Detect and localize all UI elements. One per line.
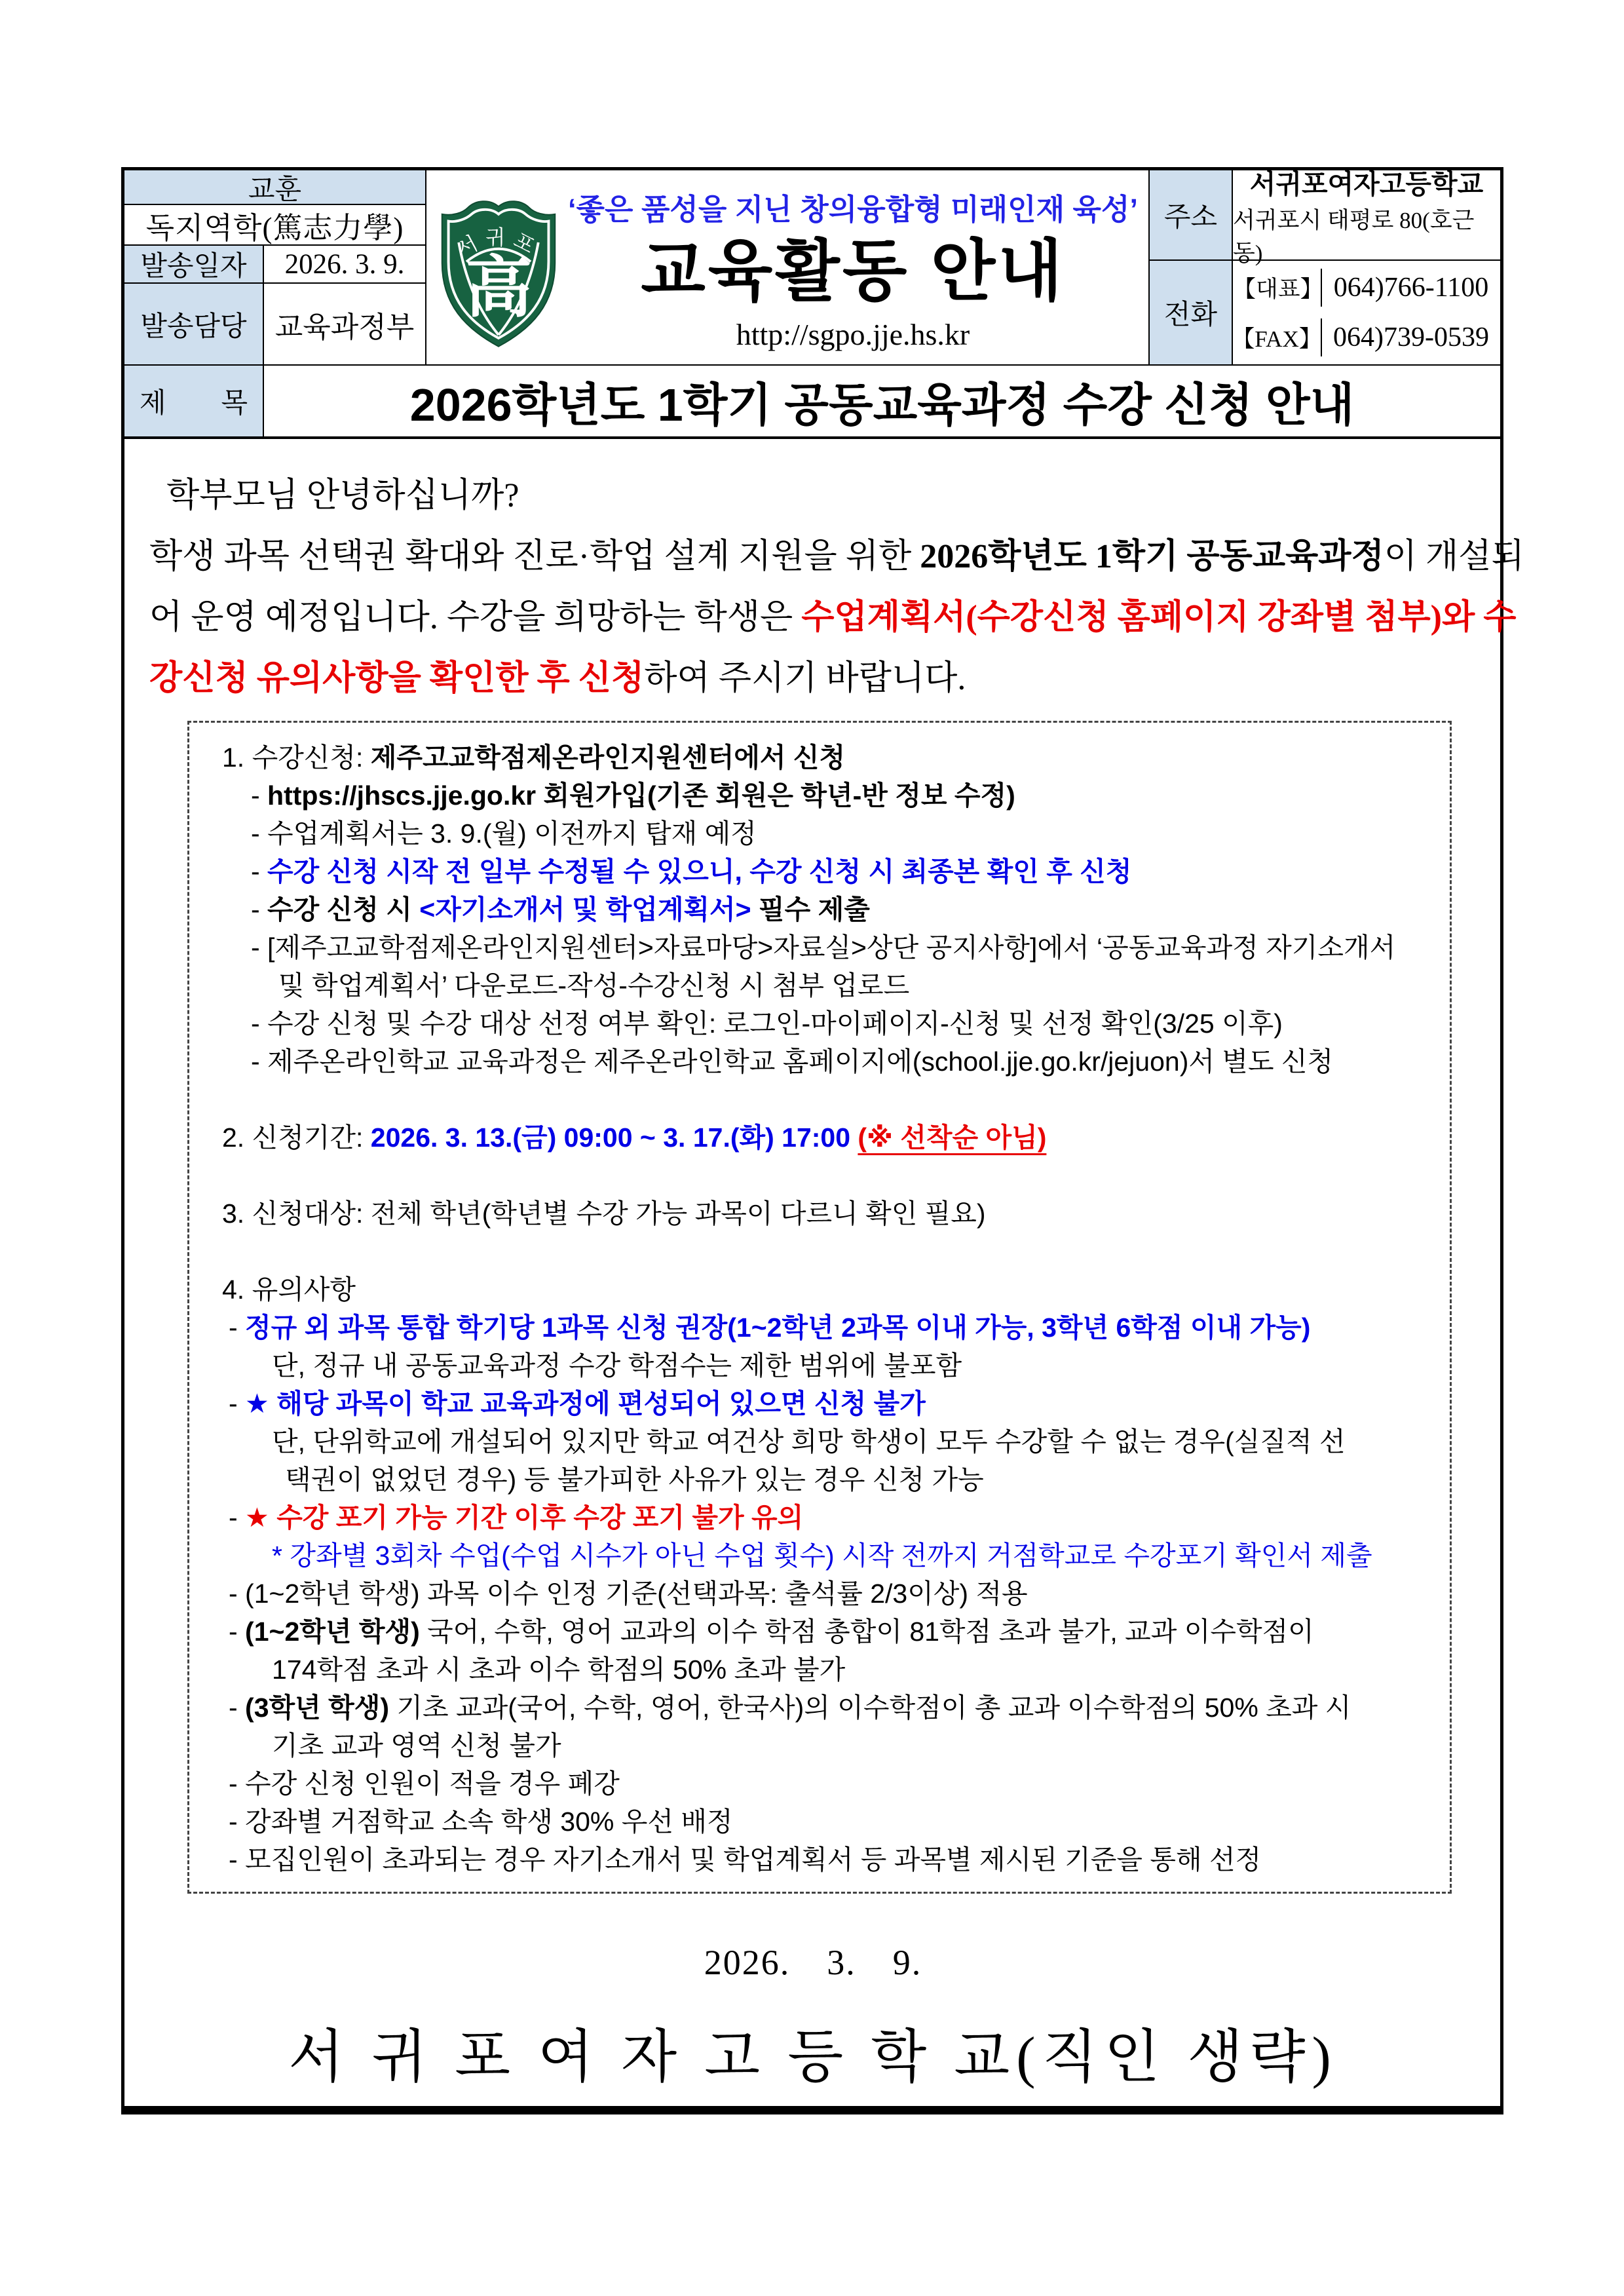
text-line bbox=[189, 1651, 1443, 1689]
text-segment: (1~2학년 학생) bbox=[245, 1617, 420, 1647]
text-line bbox=[189, 1423, 1443, 1461]
header-center-texts bbox=[563, 174, 1143, 360]
text-segment: - [제주고교학점제온라인지원센터>자료마당>자료실>상단 공지사항]에서 ‘공동교육과정 자기소개서 bbox=[251, 932, 1396, 963]
text-line bbox=[149, 587, 1517, 648]
subject-label: 제 목 bbox=[124, 366, 264, 436]
text-segment: 2026학년도 1학기 공동교육과정 bbox=[920, 538, 1384, 575]
school-address: 서귀포시 태평로 80(호근동) bbox=[1233, 207, 1475, 266]
text-segment: - bbox=[251, 894, 268, 925]
school-website: http://sgpo.jje.hs.kr bbox=[736, 318, 970, 352]
text-segment: - bbox=[229, 1312, 246, 1343]
text-segment: - bbox=[229, 1502, 246, 1533]
text-segment: 학생 과목 선택권 확대와 진로·학업 설계 지원을 위한 bbox=[149, 538, 920, 575]
text-segment: - 수강 신청 인원이 적을 경우 폐강 bbox=[229, 1769, 620, 1799]
text-segment: - (1~2학년 학생) 과목 이수 인정 기준(선택과목: 출석률 2/3이상) 적용 bbox=[229, 1578, 1028, 1609]
logo-glyph: 高 bbox=[465, 251, 532, 326]
text-line bbox=[189, 1841, 1443, 1879]
text-line bbox=[149, 526, 1524, 587]
text-segment: 2026. 3. 13.(금) 09:00 ~ 3. 17.(화) 17:00 bbox=[370, 1122, 858, 1153]
text-line bbox=[189, 890, 1443, 928]
school-shield-icon bbox=[434, 195, 563, 351]
text-segment: 정규 외 과목 통합 학기당 1과목 신청 권장(1~2학년 2과목 이내 가능, 3학년 6학점 이내 가능) bbox=[245, 1312, 1311, 1343]
text-segment: 단, 정규 내 공동교육과정 수강 학점수는 제한 범위에 불포함 bbox=[272, 1350, 962, 1381]
school-signature: 서 귀 포 여 자 고 등 학 교(직인 생략) bbox=[288, 2026, 1338, 2090]
school-logo bbox=[434, 195, 563, 351]
text-segment: 및 학업계획서’ 다운로드-작성-수강신청 시 첨부 업로드 bbox=[278, 970, 910, 1001]
logo-arc-text: 서귀포 bbox=[453, 225, 544, 261]
phone-number-main: 064)766-1100 bbox=[1333, 273, 1489, 303]
text-segment: 택권이 없었던 경우) 등 불가피한 사유가 있는 경우 신청 가능 bbox=[285, 1464, 984, 1495]
text-segment: 학부모님 안녕하십니까? bbox=[166, 477, 519, 514]
text-segment: 이 개설되 bbox=[1384, 538, 1524, 575]
intro-paragraph bbox=[149, 465, 1524, 709]
text-segment: (3학년 학생) bbox=[245, 1693, 389, 1723]
text-segment: - 수업계획서는 3. 9.(월) 이전까지 탑재 예정 bbox=[251, 818, 757, 849]
text-line bbox=[189, 1613, 1443, 1651]
address-value bbox=[1233, 168, 1500, 266]
text-segment: 174학점 초과 시 초과 이수 학점의 50% 초과 불가 bbox=[272, 1655, 846, 1685]
text-line bbox=[189, 1385, 1443, 1423]
text-line bbox=[189, 1119, 1443, 1157]
text-line bbox=[189, 1309, 1443, 1347]
text-segment: - bbox=[229, 1693, 246, 1723]
text-segment: - 제주온라인학교 교육과정은 제주온라인학교 홈페이지에(school.jje.go.kr/jejuon)서 별도 신청 bbox=[251, 1046, 1334, 1077]
phone-type-main: 【대표】 bbox=[1233, 269, 1322, 307]
text-line bbox=[149, 648, 1477, 709]
send-dept-value: 교육과정부 bbox=[274, 311, 415, 343]
text-segment: 3. 신청대상: 전체 학년(학년별 수강 가능 과목이 다르니 확인 필요) bbox=[222, 1198, 986, 1229]
address-label: 주소 bbox=[1150, 170, 1233, 259]
text-line bbox=[189, 776, 1443, 814]
text-segment: 국어, 수학, 영어 교과의 이수 학점 총합이 81학점 초과 불가, 교과 이수학점이 bbox=[419, 1617, 1314, 1647]
text-line bbox=[189, 1575, 1443, 1613]
document-body bbox=[124, 465, 1524, 2094]
phone-grid bbox=[1233, 261, 1500, 364]
address-row bbox=[1150, 168, 1500, 266]
text-segment: 기초 교과(국어, 수학, 영어, 한국사)의 이수학점이 총 교과 이수학점의 50% 초과 시 bbox=[388, 1693, 1351, 1723]
text-line bbox=[189, 852, 1443, 890]
text-segment: 강신청 유의사항을 확인한 후 신청 bbox=[149, 660, 645, 697]
text-segment: ★ 수강 포기 가능 기간 이후 수강 포기 불가 유의 bbox=[245, 1502, 804, 1533]
document-frame bbox=[121, 167, 1524, 2114]
text-line bbox=[189, 1043, 1443, 1081]
header-right-block bbox=[1150, 170, 1500, 364]
school-slogan: ‘좋은 품성을 지닌 창의융합형 미래인재 육성’ bbox=[568, 192, 1138, 226]
motto-value: 독지역학(篤志力學) bbox=[124, 205, 425, 246]
text-segment: 하여 주시기 바랍니다. bbox=[644, 660, 966, 697]
document-type-title: 교육활동 안내 bbox=[641, 233, 1065, 309]
send-date-value: 2026. 3. 9. bbox=[264, 246, 425, 284]
text-segment: - 강좌별 거점학교 소속 학생 30% 우선 배정 bbox=[229, 1807, 733, 1837]
text-line bbox=[189, 1004, 1443, 1043]
page-title: 2026학년도 1학기 공동교육과정 수강 신청 안내 bbox=[409, 379, 1355, 430]
text-segment: * 강좌별 3회차 수업(수업 시수가 아닌 수업 횟수) 시작 전까지 거점학교로 수강포기 확인서 제출 bbox=[272, 1540, 1372, 1571]
header-center-block bbox=[426, 170, 1150, 364]
text-segment: - 모집인원이 초과되는 경우 자기소개서 및 학업계획서 등 과목별 제시된 기준을 통해 선정 bbox=[229, 1845, 1262, 1875]
text-segment: 수강 신청 시작 전 일부 수정될 수 있으니, 수강 신청 시 최종본 확인 후 신청 bbox=[267, 856, 1132, 887]
text-line bbox=[189, 1347, 1443, 1385]
header-left-block bbox=[124, 170, 426, 364]
motto-label: 교훈 bbox=[124, 170, 425, 205]
text-line bbox=[189, 1271, 1443, 1309]
phone-type-fax: 【FAX】 bbox=[1233, 318, 1322, 356]
text-line bbox=[149, 465, 1477, 526]
text-segment: 어 운영 예정입니다. 수강을 희망하는 학생은 bbox=[149, 599, 802, 636]
text-segment: <자기소개서 및 학업계획서> bbox=[419, 894, 751, 925]
text-line bbox=[189, 1461, 1443, 1499]
header-table bbox=[124, 170, 1500, 366]
text-line bbox=[189, 1727, 1443, 1765]
text-segment: - 수강 신청 및 수강 대상 선정 여부 확인: 로그인-마이페이지-신청 및 선정 확인(3/25 이후) bbox=[251, 1008, 1283, 1039]
phone-row bbox=[1150, 261, 1500, 364]
text-segment: - bbox=[229, 1617, 246, 1647]
school-name: 서귀포여자고등학교 bbox=[1249, 168, 1484, 199]
text-segment: 수강 신청 시 bbox=[267, 894, 420, 925]
text-line bbox=[189, 966, 1443, 1004]
text-segment: 2. 신청기간: bbox=[222, 1122, 371, 1153]
text-segment: 기초 교과 영역 신청 불가 bbox=[272, 1731, 561, 1761]
text-line bbox=[189, 1195, 1443, 1233]
text-line bbox=[189, 814, 1443, 852]
text-line bbox=[189, 1689, 1443, 1727]
text-line bbox=[189, 1537, 1443, 1575]
text-line bbox=[189, 1765, 1443, 1803]
text-segment: (※ 선착순 아님) bbox=[858, 1122, 1047, 1153]
text-segment: 수업계획서(수강신청 홈페이지 강좌별 첨부)와 수 bbox=[801, 599, 1517, 636]
text-segment: ★ 해당 과목이 학교 교육과정에 편성되어 있으면 신청 불가 bbox=[245, 1388, 926, 1419]
phone-label: 전화 bbox=[1150, 261, 1233, 364]
text-line bbox=[189, 1803, 1443, 1841]
text-segment: https://jhscs.jje.go.kr 회원가입(기존 회원은 학년-반 정보 수정) bbox=[267, 780, 1015, 811]
text-segment: - bbox=[251, 856, 268, 887]
issue-date: 2026. 3. 9. bbox=[704, 1943, 922, 1982]
notice-box bbox=[187, 721, 1452, 1894]
text-segment: 제주고교학점제온라인지원센터에서 신청 bbox=[370, 742, 846, 773]
text-segment: 필수 제출 bbox=[751, 894, 870, 925]
text-segment: 단, 단위학교에 개설되어 있지만 학교 여건상 희망 학생이 모두 수강할 수 없는 경우(실질적 선 bbox=[272, 1426, 1346, 1457]
text-segment: 4. 유의사항 bbox=[222, 1274, 356, 1305]
text-line bbox=[189, 928, 1443, 966]
text-line bbox=[189, 738, 1443, 776]
phone-number-fax: 064)739-0539 bbox=[1333, 322, 1489, 353]
text-segment: - bbox=[251, 780, 268, 811]
subject-row bbox=[124, 366, 1500, 439]
text-line bbox=[189, 1499, 1443, 1537]
send-dept-label: 발송담당 bbox=[124, 284, 264, 364]
text-segment: 1. 수강신청: bbox=[222, 742, 371, 773]
text-segment: - bbox=[229, 1388, 246, 1419]
send-date-label: 발송일자 bbox=[124, 246, 264, 284]
